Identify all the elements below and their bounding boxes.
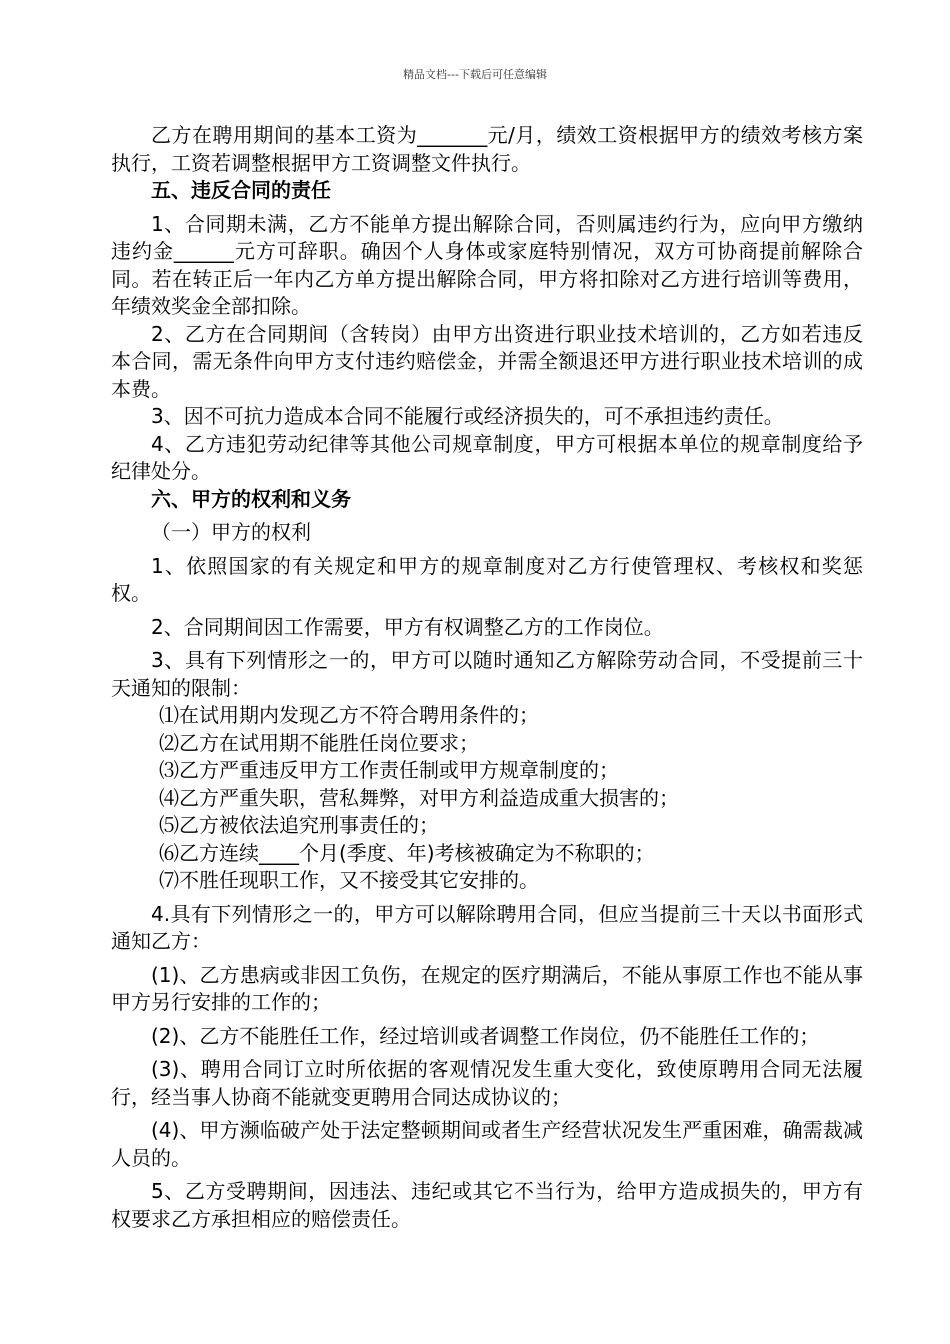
- clause-6-5: 5、乙方受聘期间，因违法、违纪或其它不当行为，给甲方造成损失的，甲方有权要求乙方承担相应的赔偿责任。: [111, 1179, 863, 1231]
- clause-6-1: 1、依照国家的有关规定和甲方的规章制度对乙方行使管理权、考核权和奖惩权。: [111, 553, 863, 605]
- list-item: ⑹乙方连续____个月(季度、年)考核被确定为不称职的；: [159, 840, 655, 865]
- salary-paragraph: 乙方在聘用期间的基本工资为_______元/月，绩效工资根据甲方的绩效考核方案执行，工资若调整根据甲方工资调整文件执行。: [111, 123, 863, 175]
- clause-5-4: 4、乙方违犯劳动纪律等其他公司规章制度，甲方可根据本单位的规章制度给予纪律处分。: [111, 431, 863, 483]
- clause-5-2: 2、乙方在合同期间（含转岗）由甲方出资进行职业技术培训的，乙方如若违反本合同，需无条件向甲方支付违约赔偿金，并需全额退还甲方进行职业技术培训的成本费。: [111, 321, 863, 401]
- clause-5-3: 3、因不可抗力造成本合同不能履行或经济损失的，可不承担违约责任。: [151, 404, 784, 428]
- list-item: ⑴在试用期内发现乙方不符合聘用条件的；: [159, 703, 539, 727]
- list-item: (4)、甲方濒临破产处于法定整顿期间或者生产经营状况发生严重困难，确需裁减人员的。: [111, 1118, 863, 1170]
- document-body: [111, 122, 863, 1233]
- list-item: ⑸乙方被依法追究刑事责任的；: [159, 813, 439, 837]
- list-item: (3)、聘用合同订立时所依据的客观情况发生重大变化，致使原聘用合同无法履行，经当事人协商不能就变更聘用合同达成协议的；: [111, 1057, 863, 1109]
- clause-6-2: 2、合同期间因工作需要，甲方有权调整乙方的工作岗位。: [151, 614, 664, 639]
- list-item: (1)、乙方患病或非因工负伤，在规定的医疗期满后，不能从事原工作也不能从事甲方另行安排的工作的；: [111, 962, 863, 1014]
- section-heading-5: 五、违反合同的责任: [151, 178, 331, 202]
- list-item: ⑵乙方在试用期不能胜任岗位要求；: [159, 730, 479, 755]
- page-header: 精品文档---下载后可任意编辑: [403, 68, 547, 81]
- list-item: (2)、乙方不能胜任工作，经过培训或者调整工作岗位，仍不能胜任工作的；: [151, 1023, 820, 1048]
- clause-6-3: 3、具有下列情形之一的，甲方可以随时通知乙方解除劳动合同，不受提前三十天通知的限制：: [111, 648, 863, 700]
- list-item: ⑷乙方严重失职，营私舞弊，对甲方利益造成重大损害的；: [159, 785, 679, 810]
- list-item: ⑶乙方严重违反甲方工作责任制或甲方规章制度的；: [159, 758, 619, 782]
- clause-6-4: 4.具有下列情形之一的，甲方可以解除聘用合同，但应当提前三十天以书面形式通知乙方：: [111, 901, 863, 953]
- list-item: ⑺不胜任现职工作，又不接受其它安排的。: [159, 868, 539, 892]
- subsection-heading-6-1: （一）甲方的权利: [151, 520, 311, 544]
- clause-5-1: 1、合同期未满，乙方不能单方提出解除合同，否则属违约行为，应向甲方缴纳违约金______元方可辞职。确因个人身体或家庭特别情况，双方可协商提前解除合同。若在转正后一年内乙方单方提出解除合同，甲方将扣除对乙方进行培训等费用，年绩效奖金全部扣除。: [111, 211, 863, 318]
- section-heading-6: 六、甲方的权利和义务: [151, 486, 351, 511]
